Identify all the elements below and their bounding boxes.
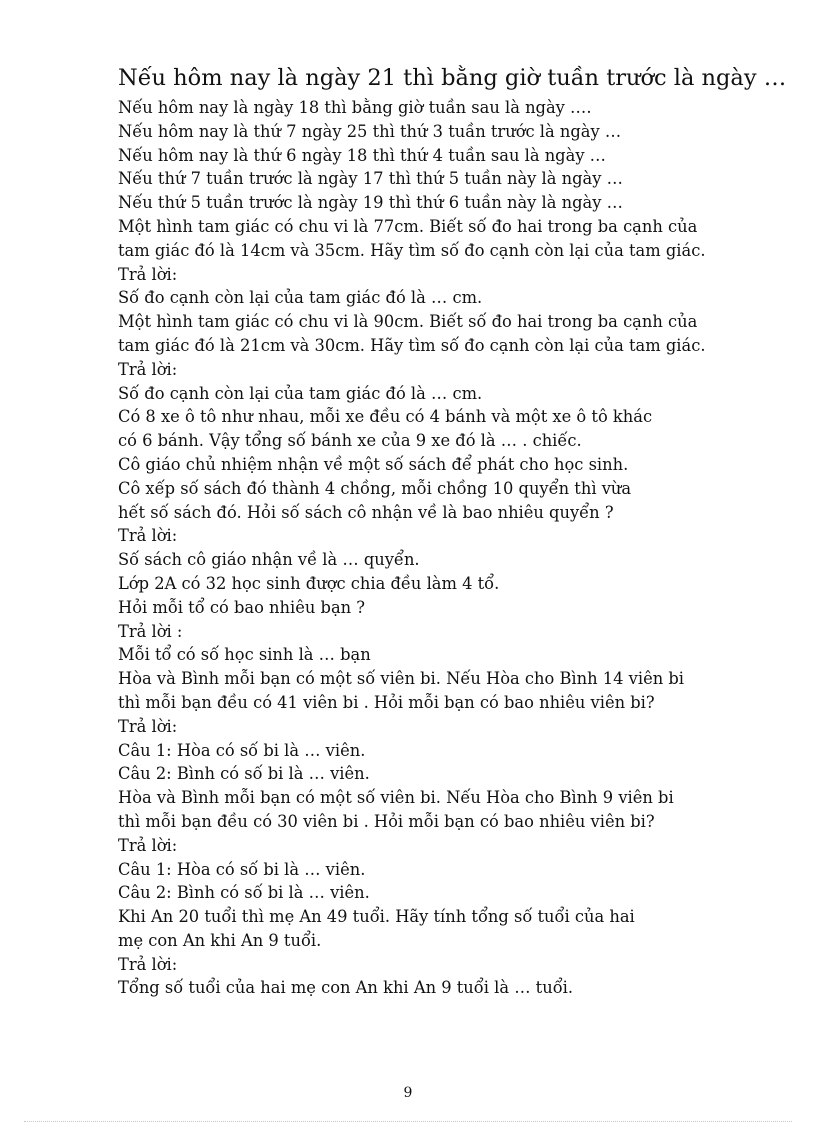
text-line: Số sách cô giáo nhận về là … quyển. <box>118 550 420 570</box>
text-line: Lớp 2A có 32 học sinh được chia đều làm 4 tổ. <box>118 573 500 593</box>
text-line: Trả lời : <box>118 621 183 641</box>
text-line: Trả lời: <box>118 264 178 284</box>
text-line: Nếu thứ 5 tuần trước là ngày 19 thì thứ 6 tuần này là ngày … <box>118 193 623 213</box>
text-line: Trả lời: <box>118 716 178 736</box>
text-line: tam giác đó là 14cm và 35cm. Hãy tìm số đo cạnh còn lại của tam giác. <box>118 240 706 260</box>
text-line: thì mỗi bạn đều có 30 viên bi . Hỏi mỗi bạn có bao nhiêu viên bi? <box>118 811 655 831</box>
document-body <box>118 96 706 1000</box>
text-line: Số đo cạnh còn lại của tam giác đó là … cm. <box>118 288 483 308</box>
text-line: Số đo cạnh còn lại của tam giác đó là … cm. <box>118 383 483 403</box>
text-line: Cô xếp số sách đó thành 4 chồng, mỗi chồng 10 quyển thì vừa <box>118 478 632 498</box>
page-number: 9 <box>403 1085 413 1101</box>
text-line: Câu 2: Bình có số bi là … viên. <box>118 764 370 784</box>
text-line: Trả lời: <box>118 359 178 379</box>
text-line: Có 8 xe ô tô như nhau, mỗi xe đều có 4 bánh và một xe ô tô khác <box>118 407 653 427</box>
text-line: Câu 1: Hòa có số bi là … viên. <box>118 859 366 879</box>
text-line: Một hình tam giác có chu vi là 77cm. Biết số đo hai trong ba cạnh của <box>118 216 698 236</box>
text-line: có 6 bánh. Vậy tổng số bánh xe của 9 xe đó là … . chiếc. <box>118 431 582 451</box>
text-line: hết số sách đó. Hỏi số sách cô nhận về là bao nhiêu quyển ? <box>118 502 614 522</box>
text-line: Mỗi tổ có số học sinh là … bạn <box>118 645 371 665</box>
text-line: Hòa và Bình mỗi bạn có một số viên bi. Nếu Hòa cho Bình 14 viên bi <box>118 669 685 689</box>
text-line: Nếu hôm nay là thứ 7 ngày 25 thì thứ 3 tuần trước là ngày … <box>118 121 622 141</box>
text-line: Một hình tam giác có chu vi là 90cm. Biết số đo hai trong ba cạnh của <box>118 312 698 332</box>
footer-divider <box>24 1121 792 1122</box>
text-line: Nếu thứ 7 tuần trước là ngày 17 thì thứ 5 tuần này là ngày … <box>118 169 623 189</box>
text-line: Trả lời: <box>118 526 178 546</box>
text-line: Khi An 20 tuổi thì mẹ An 49 tuổi. Hãy tính tổng số tuổi của hai <box>118 907 635 927</box>
text-line: thì mỗi bạn đều có 41 viên bi . Hỏi mỗi bạn có bao nhiêu viên bi? <box>118 692 655 712</box>
text-line: Hỏi mỗi tổ có bao nhiêu bạn ? <box>118 597 366 617</box>
text-line: Nếu hôm nay là ngày 18 thì bằng giờ tuần sau là ngày …. <box>118 98 592 117</box>
text-line: Câu 2: Bình có số bi là … viên. <box>118 883 370 903</box>
text-line: Hòa và Bình mỗi bạn có một số viên bi. Nếu Hòa cho Bình 9 viên bi <box>118 788 674 808</box>
text-line: Nếu hôm nay là thứ 6 ngày 18 thì thứ 4 tuần sau là ngày … <box>118 145 606 165</box>
text-line: mẹ con An khi An 9 tuổi. <box>118 930 322 950</box>
page-title: Nếu hôm nay là ngày 21 thì bằng giờ tuần trước là ngày … <box>118 65 787 91</box>
text-line: Câu 1: Hòa có số bi là … viên. <box>118 740 366 760</box>
text-line: tam giác đó là 21cm và 30cm. Hãy tìm số đo cạnh còn lại của tam giác. <box>118 335 706 355</box>
text-line: Tổng số tuổi của hai mẹ con An khi An 9 tuổi là … tuổi. <box>118 978 574 998</box>
text-line: Trả lời: <box>118 835 178 855</box>
text-line: Trả lời: <box>118 954 178 974</box>
text-line: Cô giáo chủ nhiệm nhận về một số sách để phát cho học sinh. <box>118 454 629 474</box>
